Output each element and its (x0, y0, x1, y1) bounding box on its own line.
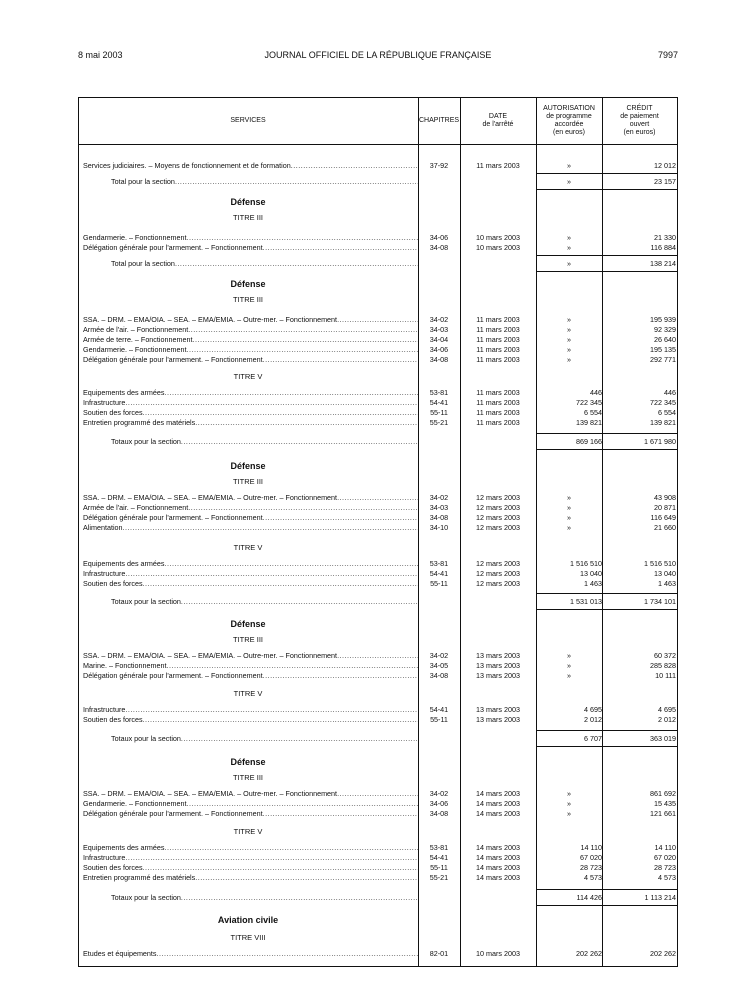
chapitre-cell: 53-81 (429, 843, 449, 852)
chapitre-cell: 55-11 (430, 408, 448, 417)
table-row (78, 873, 678, 883)
total-row (78, 177, 678, 187)
autorisation-cell: 202 262 (576, 949, 602, 958)
table-row (78, 569, 678, 579)
credit-cell: 60 372 (654, 651, 676, 660)
titre-heading: TITRE V (233, 543, 263, 552)
date-cell: 14 mars 2003 (476, 799, 520, 808)
credit-cell: 2 012 (658, 715, 676, 724)
service-label: Gendarmerie. – Fonctionnement ..... (83, 799, 418, 809)
chapitre-cell: 54-41 (429, 398, 449, 407)
service-label: Armée de l'air. – Fonctionnement ..... (83, 503, 418, 513)
date-cell: 13 mars 2003 (476, 651, 520, 660)
date-cell: 10 mars 2003 (476, 233, 520, 242)
service-label: Soutien des forces ..... (83, 408, 418, 418)
credit-cell: 6 554 (658, 408, 676, 417)
table-row (78, 579, 678, 589)
date-cell: 11 mars 2003 (476, 325, 520, 334)
table-row (78, 335, 678, 345)
autorisation-cell: 67 020 (580, 853, 602, 862)
header-credit-line: de paiement (620, 112, 659, 120)
table-row (78, 863, 678, 873)
section-heading: Défense (230, 757, 266, 767)
credit-cell: 13 040 (654, 569, 676, 578)
page-number: 7997 (657, 50, 678, 60)
table-row (78, 388, 678, 398)
autorisation-cell: 1 531 013 (570, 597, 602, 606)
credit-cell: 195 135 (650, 345, 676, 354)
date-cell: 13 mars 2003 (476, 715, 520, 724)
service-label: Délégation générale pour l'armement. – Fonctionnement ..... (83, 671, 418, 681)
chapitre-cell: 37-92 (429, 161, 449, 170)
service-label: Gendarmerie. – Fonctionnement ..... (83, 233, 418, 243)
service-label: Infrastructure ..... (83, 853, 418, 863)
service-label: Totaux pour la section ..... (111, 734, 418, 744)
credit-cell: 195 939 (650, 315, 676, 324)
table-row (78, 715, 678, 725)
total-bottom-rule (536, 189, 677, 190)
table-row (78, 559, 678, 569)
titre-heading: TITRE V (233, 689, 263, 698)
autorisation-cell: » (567, 661, 571, 670)
service-label: Délégation générale pour l'armement. – Fonctionnement ..... (83, 513, 418, 523)
header-credit-line: ouvert (629, 120, 650, 128)
table-bottom-rule (78, 966, 678, 967)
credit-cell: 21 660 (654, 523, 676, 532)
service-label: SSA. – DRM. – EMA/OIA. – SEA. – EMA/EMIA. – Outre-mer. – Fonctionnement ..... (83, 651, 418, 661)
chapitre-cell: 34-06 (429, 345, 449, 354)
credit-cell: 446 (664, 388, 676, 397)
section-heading: Défense (230, 279, 266, 289)
credit-cell: 292 771 (650, 355, 676, 364)
table-row (78, 661, 678, 671)
credit-cell: 139 821 (650, 418, 676, 427)
service-label: Totaux pour la section ..... (111, 893, 418, 903)
total-bottom-rule (536, 905, 677, 906)
service-label: SSA. – DRM. – EMA/OIA. – SEA. – EMA/EMIA. – Outre-mer. – Fonctionnement ..... (83, 789, 418, 799)
date-cell: 14 mars 2003 (476, 809, 520, 818)
date-cell: 13 mars 2003 (476, 661, 520, 670)
date-cell: 11 mars 2003 (476, 398, 520, 407)
service-label: Délégation générale pour l'armement. – Fonctionnement ..... (83, 355, 418, 365)
section-heading: Défense (230, 461, 266, 471)
autorisation-cell: 6 554 (584, 408, 602, 417)
autorisation-cell: 6 707 (584, 734, 602, 743)
autorisation-cell: » (567, 493, 571, 502)
credits-table (78, 97, 678, 967)
header-credit-line: CRÉDIT (626, 104, 653, 112)
date-cell: 13 mars 2003 (476, 705, 520, 714)
total-row (78, 893, 678, 903)
date-cell: 14 mars 2003 (476, 843, 520, 852)
date-cell: 11 mars 2003 (476, 335, 520, 344)
autorisation-cell: » (567, 243, 571, 252)
credit-cell: 285 828 (650, 661, 676, 670)
header-autorisation (536, 97, 602, 144)
date-cell: 12 mars 2003 (476, 579, 520, 588)
credit-cell: 363 019 (650, 734, 676, 743)
table-row (78, 843, 678, 853)
autorisation-cell: 4 573 (584, 873, 602, 882)
autorisation-cell: » (567, 651, 571, 660)
table-row (78, 523, 678, 533)
chapitre-cell: 34-02 (429, 789, 449, 798)
chapitre-cell: 82-01 (429, 949, 449, 958)
chapitre-cell: 55-21 (429, 873, 449, 882)
titre-heading: TITRE V (233, 372, 263, 381)
total-top-rule (536, 730, 677, 731)
autorisation-cell: » (567, 325, 571, 334)
autorisation-cell: 4 695 (584, 705, 602, 714)
table-row (78, 161, 678, 171)
header-autorisation-line: AUTORISATION (543, 104, 595, 112)
credit-cell: 23 157 (654, 177, 676, 186)
autorisation-cell: 139 821 (576, 418, 602, 427)
date-cell: 11 mars 2003 (476, 355, 520, 364)
credit-cell: 722 345 (650, 398, 676, 407)
date-cell: 12 mars 2003 (476, 493, 520, 502)
service-label: Soutien des forces ..... (83, 715, 418, 725)
autorisation-cell: » (567, 503, 571, 512)
date-cell: 11 mars 2003 (476, 388, 520, 397)
service-label: Entretien programmé des matériels ..... (83, 873, 418, 883)
chapitre-cell: 55-11 (430, 863, 448, 872)
service-label: Totaux pour la section ..... (111, 437, 418, 447)
service-label: Totaux pour la section ..... (111, 597, 418, 607)
credit-cell: 1 671 980 (644, 437, 676, 446)
chapitre-cell: 34-03 (429, 325, 449, 334)
chapitre-cell: 34-06 (429, 799, 449, 808)
date-cell: 10 mars 2003 (476, 243, 520, 252)
credit-cell: 861 692 (650, 789, 676, 798)
service-label: Total pour la section ..... (111, 259, 418, 269)
total-row (78, 259, 678, 269)
section-heading: Aviation civile (217, 915, 279, 925)
chapitre-cell: 53-81 (429, 559, 449, 568)
autorisation-cell: » (567, 335, 571, 344)
service-label: Soutien des forces ..... (83, 579, 418, 589)
autorisation-cell: 446 (590, 388, 602, 397)
table-row (78, 705, 678, 715)
credit-cell: 20 871 (654, 503, 676, 512)
autorisation-cell: 1 516 510 (570, 559, 602, 568)
chapitre-cell: 34-02 (429, 493, 449, 502)
credit-cell: 15 435 (654, 799, 676, 808)
date-cell: 12 mars 2003 (476, 569, 520, 578)
titre-heading: TITRE III (233, 295, 263, 304)
total-bottom-rule (536, 271, 677, 272)
autorisation-cell: » (567, 259, 571, 268)
table-row (78, 243, 678, 253)
credit-cell: 26 640 (654, 335, 676, 344)
autorisation-cell: 869 166 (576, 437, 602, 446)
service-label: Armée de l'air. – Fonctionnement ..... (83, 325, 418, 335)
autorisation-cell: 14 110 (580, 843, 602, 852)
table-row (78, 809, 678, 819)
service-label: Soutien des forces ..... (83, 863, 418, 873)
section-heading: Défense (230, 619, 266, 629)
chapitre-cell: 34-08 (429, 513, 449, 522)
chapitre-cell: 34-08 (429, 809, 449, 818)
total-top-rule (536, 889, 677, 890)
credit-cell: 116 884 (650, 243, 676, 252)
titre-heading: TITRE III (233, 635, 263, 644)
service-label: Equipements des armées ..... (83, 559, 418, 569)
date-cell: 10 mars 2003 (476, 949, 520, 958)
table-row (78, 799, 678, 809)
table-row (78, 503, 678, 513)
date-cell: 11 mars 2003 (476, 161, 520, 170)
chapitre-cell: 34-05 (429, 661, 449, 670)
chapitre-cell: 53-81 (429, 388, 449, 397)
credit-cell: 1 113 214 (644, 893, 676, 902)
service-label: Délégation générale pour l'armement. – Fonctionnement ..... (83, 809, 418, 819)
total-bottom-rule (536, 609, 677, 610)
date-cell: 13 mars 2003 (476, 671, 520, 680)
titre-heading: TITRE V (233, 827, 263, 836)
date-cell: 12 mars 2003 (476, 503, 520, 512)
credit-cell: 1 734 101 (644, 597, 676, 606)
credit-cell: 4 695 (658, 705, 676, 714)
chapitre-cell: 54-41 (429, 705, 449, 714)
service-label: Armée de terre. – Fonctionnement ..... (83, 335, 418, 345)
section-heading: Défense (230, 197, 266, 207)
table-row (78, 493, 678, 503)
table-row (78, 651, 678, 661)
header-chapitres: CHAPITRES (418, 116, 460, 124)
header-date-line2: de l'arrêté (482, 120, 514, 128)
date-cell: 12 mars 2003 (476, 559, 520, 568)
autorisation-cell: » (567, 161, 571, 170)
service-label: Entretien programmé des matériels ..... (83, 418, 418, 428)
credit-cell: 10 111 (655, 671, 676, 680)
total-bottom-rule (536, 449, 677, 450)
date-cell: 11 mars 2003 (476, 315, 520, 324)
autorisation-cell: 722 345 (576, 398, 602, 407)
header-date (460, 97, 536, 144)
autorisation-cell: » (567, 809, 571, 818)
service-label: SSA. – DRM. – EMA/OIA. – SEA. – EMA/EMIA. – Outre-mer. – Fonctionnement ..... (83, 493, 418, 503)
table-row (78, 355, 678, 365)
autorisation-cell: 1 463 (584, 579, 602, 588)
chapitre-cell: 54-41 (429, 853, 449, 862)
titre-heading: TITRE III (233, 213, 263, 222)
header-credit (602, 97, 677, 144)
chapitre-cell: 34-06 (429, 233, 449, 242)
service-label: Infrastructure ..... (83, 398, 418, 408)
date-cell: 12 mars 2003 (476, 523, 520, 532)
autorisation-cell: 2 012 (584, 715, 602, 724)
total-row (78, 734, 678, 744)
service-label: Services judiciaires. – Moyens de fonctionnement et de formation ..... (83, 161, 418, 171)
header-autorisation-line: de programme (546, 112, 592, 120)
titre-heading: TITRE III (233, 477, 263, 486)
service-label: SSA. – DRM. – EMA/OIA. – SEA. – EMA/EMIA. – Outre-mer. – Fonctionnement ..... (83, 315, 418, 325)
table-row (78, 408, 678, 418)
credit-cell: 4 573 (658, 873, 676, 882)
date-cell: 11 mars 2003 (476, 345, 520, 354)
chapitre-cell: 34-02 (429, 651, 449, 660)
table-row (78, 418, 678, 428)
credit-cell: 28 723 (654, 863, 676, 872)
total-top-rule (536, 173, 677, 174)
autorisation-cell: » (567, 233, 571, 242)
date-cell: 14 mars 2003 (476, 789, 520, 798)
credit-cell: 116 649 (650, 513, 676, 522)
table-row (78, 853, 678, 863)
table-row (78, 671, 678, 681)
chapitre-cell: 55-11 (430, 715, 448, 724)
table-row (78, 345, 678, 355)
credit-cell: 1 516 510 (644, 559, 676, 568)
credit-cell: 67 020 (654, 853, 676, 862)
credit-cell: 121 661 (650, 809, 676, 818)
autorisation-cell: » (567, 671, 571, 680)
chapitre-cell: 34-10 (429, 523, 449, 532)
table-row (78, 513, 678, 523)
header-bottom-rule (78, 144, 678, 145)
credit-cell: 43 908 (654, 493, 676, 502)
autorisation-cell: 13 040 (580, 569, 602, 578)
date-cell: 14 mars 2003 (476, 863, 520, 872)
service-label: Gendarmerie. – Fonctionnement ..... (83, 345, 418, 355)
service-label: Total pour la section ..... (111, 177, 418, 187)
total-row (78, 437, 678, 447)
chapitre-cell: 55-21 (429, 418, 449, 427)
service-label: Infrastructure ..... (83, 569, 418, 579)
titre-heading: TITRE III (233, 773, 263, 782)
page-date: 8 mai 2003 (78, 50, 123, 60)
date-cell: 14 mars 2003 (476, 873, 520, 882)
total-row (78, 597, 678, 607)
service-label: Marine. – Fonctionnement ..... (83, 661, 418, 671)
table-row (78, 398, 678, 408)
total-bottom-rule (536, 746, 677, 747)
autorisation-cell: » (567, 177, 571, 186)
credit-cell: 14 110 (654, 843, 676, 852)
chapitre-cell: 34-04 (429, 335, 449, 344)
table-row (78, 325, 678, 335)
header-services: SERVICES (230, 116, 266, 124)
service-label: Equipements des armées ..... (83, 843, 418, 853)
page-header (78, 50, 678, 64)
date-cell: 12 mars 2003 (476, 513, 520, 522)
table-row (78, 233, 678, 243)
chapitre-cell: 54-41 (429, 569, 449, 578)
autorisation-cell: » (567, 355, 571, 364)
autorisation-cell: 114 426 (576, 893, 602, 902)
service-label: Délégation générale pour l'armement. – Fonctionnement ..... (83, 243, 418, 253)
credit-cell: 92 329 (654, 325, 676, 334)
service-label: Etudes et équipements ..... (83, 949, 418, 959)
titre-heading: TITRE VIII (230, 933, 266, 942)
total-top-rule (536, 433, 677, 434)
header-credit-line: (en euros) (623, 128, 656, 136)
date-cell: 11 mars 2003 (476, 418, 520, 427)
autorisation-cell: » (567, 789, 571, 798)
credit-cell: 1 463 (658, 579, 676, 588)
table-row (78, 315, 678, 325)
date-cell: 14 mars 2003 (476, 853, 520, 862)
header-autorisation-line: (en euros) (553, 128, 585, 136)
autorisation-cell: » (567, 345, 571, 354)
chapitre-cell: 34-03 (429, 503, 449, 512)
service-label: Infrastructure ..... (83, 705, 418, 715)
chapitre-cell: 55-11 (430, 579, 448, 588)
header-date-line1: DATE (488, 112, 508, 120)
credit-cell: 12 012 (654, 161, 676, 170)
credit-cell: 202 262 (650, 949, 676, 958)
chapitre-cell: 34-08 (429, 355, 449, 364)
chapitre-cell: 34-08 (429, 243, 449, 252)
autorisation-cell: » (567, 523, 571, 532)
autorisation-cell: 28 723 (580, 863, 602, 872)
table-row (78, 949, 678, 959)
service-label: Alimentation ..... (83, 523, 418, 533)
chapitre-cell: 34-02 (429, 315, 449, 324)
autorisation-cell: » (567, 315, 571, 324)
journal-title: JOURNAL OFFICIEL DE LA RÉPUBLIQUE FRANÇAISE (264, 50, 492, 60)
credit-cell: 138 214 (650, 259, 676, 268)
service-label: Equipements des armées ..... (83, 388, 418, 398)
total-top-rule (536, 593, 677, 594)
total-top-rule (536, 255, 677, 256)
header-autorisation-line: accordée (554, 120, 584, 128)
table-row (78, 789, 678, 799)
autorisation-cell: » (567, 513, 571, 522)
date-cell: 11 mars 2003 (476, 408, 520, 417)
credit-cell: 21 330 (654, 233, 676, 242)
chapitre-cell: 34-08 (429, 671, 449, 680)
autorisation-cell: » (567, 799, 571, 808)
